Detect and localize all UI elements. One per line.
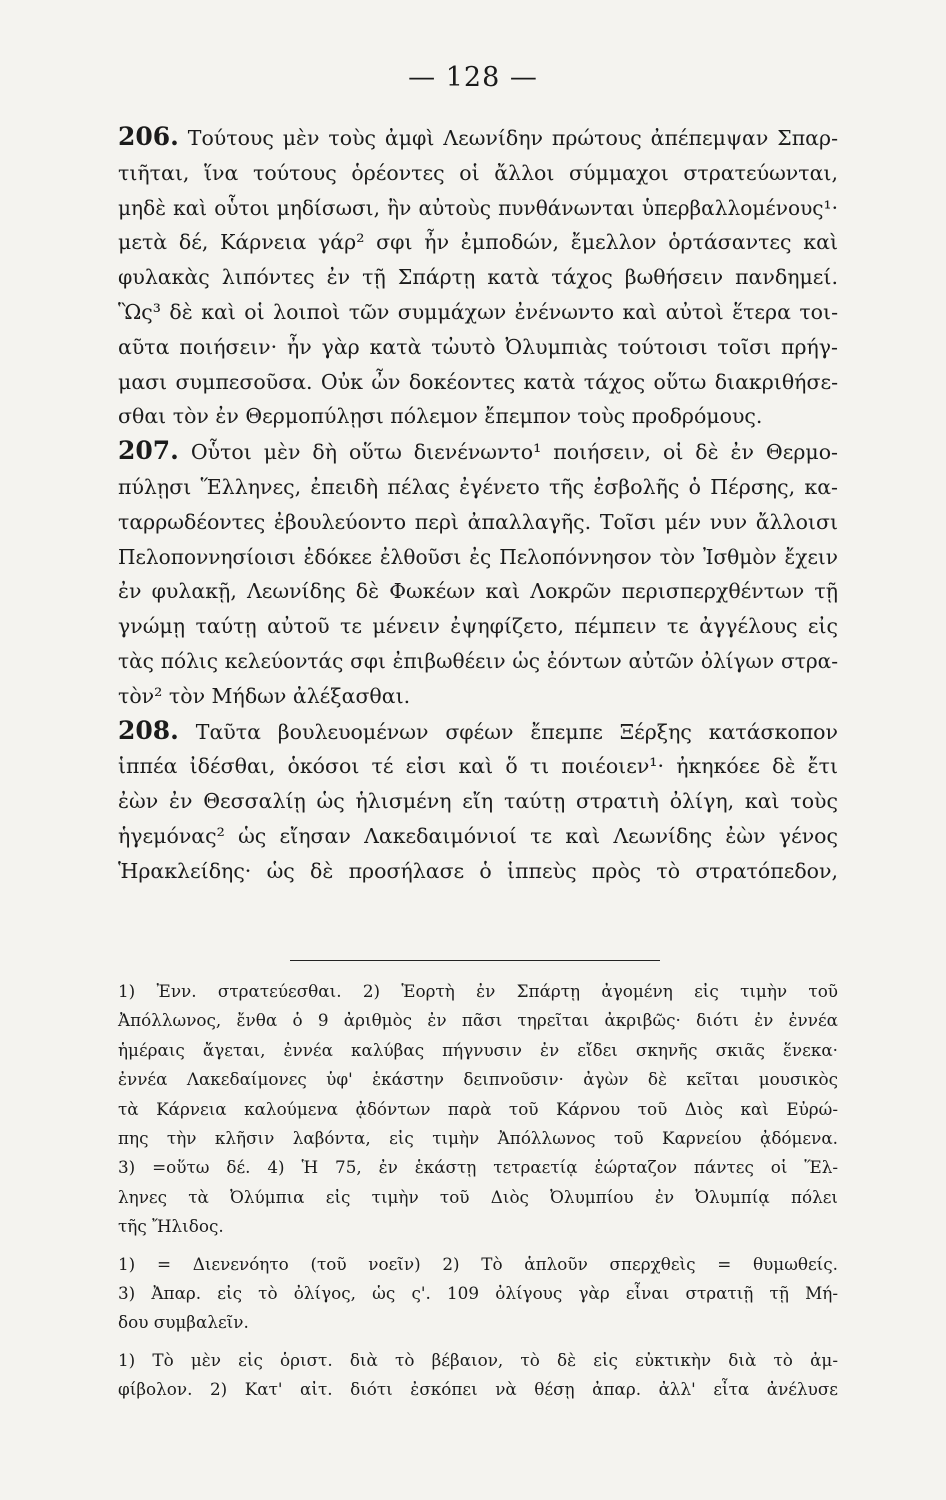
text-line: μασι συμπεσοῦσα. Οὐκ ὦν δοκέοντες κατὰ τάχος οὕτω διακριθήσε- (118, 369, 838, 394)
footnote-line: πης τὴν κλῆσιν λαβόντα, εἰς τιμὴν Ἀπόλλωνος τοῦ Καρνείου ᾀδόμενα. (118, 1128, 838, 1149)
footnote-line: 1) = Διενενόητο (τοῦ νοεῖν) 2) Τὸ ἁπλοῦν σπερχθεὶς = θυμωθείς. (118, 1253, 838, 1274)
section-number: 206. (118, 122, 179, 151)
text-line: 207. Οὗτοι μὲν δὴ οὕτω διενένωντο¹ ποιήσειν, οἱ δὲ ἐν Θερμο- (118, 436, 838, 466)
text-line: 206. Τούτους μὲν τοὺς ἀμφὶ Λεωνίδην πρώτους ἀπέπεμψαν Σπαρ- (118, 122, 838, 151)
footnote-divider (290, 960, 660, 961)
text-line: ἱππέα ἰδέσθαι, ὁκόσοι τέ εἰσι καὶ ὅ τι ποιέοιεν¹· ἠκηκόεε δὲ ἔτι (118, 754, 838, 779)
text-line: μηδὲ καὶ οὗτοι μηδίσωσι, ἢν αὐτοὺς πυνθάνωνται ὑπερβαλλομένους¹· (118, 195, 838, 220)
text-line: τὰς πόλις κελεύοντάς σφι ἐπιβωθέειν ὡς ἐόντων αὐτῶν ὀλίγων στρα- (118, 648, 838, 673)
main-text (118, 120, 838, 889)
page-number: — 128 — (408, 62, 538, 93)
text-line: ταρρωδέοντες ἐβουλεύοντο περὶ ἀπαλλαγῆς. Τοῖσι μέν νυν ἄλλοισι (118, 509, 838, 534)
text-line: Πελοποννησίοισι ἐδόκεε ἐλθοῦσι ἐς Πελοπόννησον τὸν Ἰσθμὸν ἔχειν (118, 544, 838, 569)
section-number: 207. (118, 436, 179, 466)
text-line: τιῆται, ἵνα τούτους ὁρέοντες οἱ ἄλλοι σύμμαχοι στρατεύωνται, (118, 160, 838, 185)
text-line: Ὣς³ δὲ καὶ οἱ λοιποὶ τῶν συμμάχων ἐνένωντο καὶ αὐτοὶ ἕτερα τοι- (118, 299, 838, 324)
footnotes (118, 977, 838, 1405)
text-line: Ἡρακλείδης· ὡς δὲ προσήλασε ὁ ἱππεὺς πρὸς τὸ στρατόπεδον, (118, 858, 838, 883)
text-line: 208. Ταῦτα βουλευομένων σφέων ἔπεμπε Ξέρξης κατάσκοπον (118, 715, 838, 745)
footnote-line: 1) Τὸ μὲν εἰς ὁριστ. διὰ τὸ βέβαιον, τὸ δὲ εἰς εὐκτικὴν διὰ τὸ ἀμ- (118, 1349, 838, 1370)
footnote-line: Ἀπόλλωνος, ἔνθα ὁ 9 ἀριθμὸς ἐν πᾶσι τηρεῖται ἀκριβῶς· διότι ἐν ἐννέα (118, 1010, 838, 1031)
footnote-line: τὰ Κάρνεια καλούμενα ᾀδόντων παρὰ τοῦ Κάρνου τοῦ Διὸς καὶ Εὐρώ- (118, 1098, 838, 1119)
footnote-line: 3) =οὕτω δέ. 4) Ἡ 75, ἐν ἑκάστῃ τετραετίᾳ ἑώρταζον πάντες οἱ Ἕλ- (118, 1157, 838, 1178)
text-line: αῦτα ποιήσειν· ἦν γὰρ κατὰ τὠυτὸ Ὀλυμπιὰς τούτοισι τοῖσι πρήγ- (118, 334, 838, 359)
footnote-line: δου συμβαλεῖν. (118, 1312, 249, 1333)
footnote-line: 3) Ἀπαρ. εἰς τὸ ὀλίγος, ὡς ς'. 109 ὀλίγους γὰρ εἶναι στρατιῇ τῇ Μή- (118, 1283, 838, 1304)
section-number: 208. (118, 715, 179, 745)
footnote-line: φίβολον. 2) Κατ' αἰτ. διότι ἐσκόπει νὰ θέσῃ ἀπαρ. ἀλλ' εἶτα ἀνέλυσε (118, 1379, 838, 1400)
text-line: ἐν φυλακῇ, Λεωνίδης δὲ Φωκέων καὶ Λοκρῶν περισπερχθέντων τῇ (118, 579, 838, 604)
text-line: φυλακὰς λιπόντες ἐν τῇ Σπάρτῃ κατὰ τάχος βωθήσειν πανδημεί. (118, 265, 838, 290)
text-line: ἐὼν ἐν Θεσσαλίῃ ὡς ἡλισμένη εἴη ταύτῃ στρατιὴ ὀλίγη, καὶ τοὺς (118, 789, 838, 814)
footnote-line: ληνες τὰ Ὀλύμπια εἰς τιμὴν τοῦ Διὸς Ὀλυμπίου ἐν Ὀλυμπίᾳ πόλει (118, 1186, 838, 1207)
text-line: τὸν² τὸν Μήδων ἀλέξασθαι. (118, 683, 411, 708)
text-line: πύλῃσι Ἕλληνες, ἐπειδὴ πέλας ἐγένετο τῆς ἐσβολῆς ὁ Πέρσης, κα- (118, 474, 838, 499)
footnote-line: ἐννέα Λακεδαίμονες ὑφ' ἑκάστην δειπνοῦσιν· ἀγὼν δὲ κεῖται μουσικὸς (118, 1069, 838, 1090)
text-line: σθαι τὸν ἐν Θερμοπύλῃσι πόλεμον ἔπεμπον τοὺς προδρόμους. (118, 404, 763, 429)
footnote-line: τῆς Ἤλιδος. (118, 1216, 224, 1237)
text-line: γνώμῃ ταύτῃ αὐτοῦ τε μένειν ἐψηφίζετο, πέμπειν τε ἀγγέλους εἰς (118, 614, 838, 639)
text-line: μετὰ δέ, Κάρνεια γάρ² σφι ἦν ἐμποδών, ἔμελλον ὁρτάσαντες καὶ (118, 230, 838, 255)
footnote-line: ἡμέραις ἄγεται, ἐννέα καλύβας πήγνυσιν ἐν εἴδει σκηνῆς σκιᾶς ἕνεκα· (118, 1039, 838, 1060)
text-line: ἡγεμόνας² ὡς εἴησαν Λακεδαιμόνιοί τε καὶ Λεωνίδης ἐὼν γένος (118, 823, 838, 848)
footnote-line: 1) Ἐνν. στρατεύεσθαι. 2) Ἑορτὴ ἐν Σπάρτῃ ἀγομένη εἰς τιμὴν τοῦ (118, 981, 838, 1001)
